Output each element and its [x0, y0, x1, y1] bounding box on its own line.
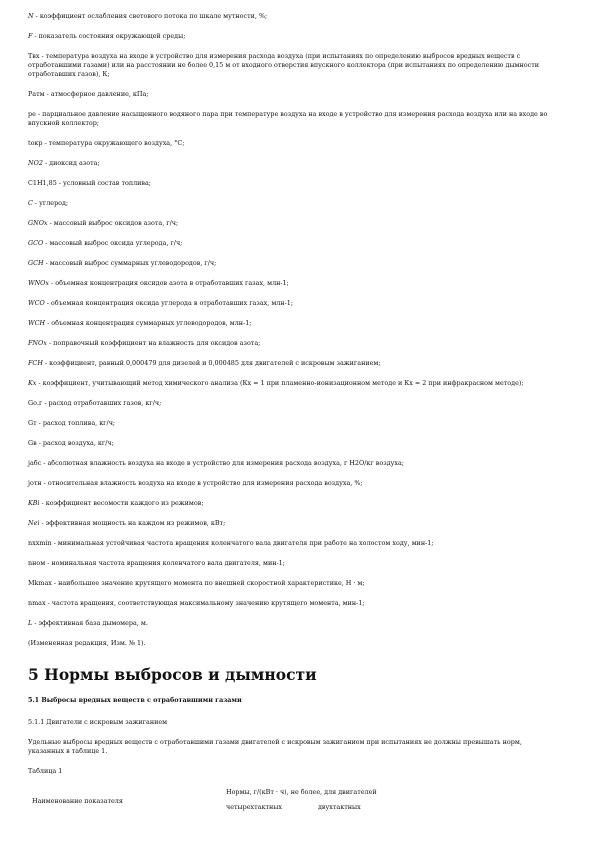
definition-text: Gт - расход топлива, кг/ч; [28, 419, 116, 427]
definition-item [28, 579, 558, 588]
subsubsection-heading: 5.1.1 Двигатели с искровым зажиганием [28, 718, 168, 726]
definition-item [28, 439, 558, 448]
definition-text: - массовый выброс суммарных углеводородов, г/ч; [43, 259, 217, 267]
definition-item [28, 519, 558, 528]
definition-symbol: L [28, 619, 33, 627]
definition-text: - коэффициент весомости каждого из режимов; [39, 499, 204, 507]
definition-symbol: GCO [28, 239, 44, 247]
definition-symbol: Nei [28, 519, 40, 527]
definition-item [28, 379, 558, 388]
definition-item [28, 399, 558, 408]
definition-text: - объемная концентрация оксидов азота в отработавших газах, млн-1; [49, 279, 289, 287]
definition-symbol: N [28, 12, 34, 20]
definition-item [28, 539, 558, 548]
definition-text: - коэффициент, учитывающий метод химического анализа (Кх = 1 при пламенно-ионизационном методе и Кх = 2 при инфракрасном методе); [36, 379, 524, 387]
definition-text: Gо.г - расход отработавших газов, кг/ч; [28, 399, 162, 407]
definition-item [28, 32, 558, 41]
definition-text: C1H1,85 - условный состав топлива; [28, 179, 151, 187]
definition-text: jотн - относительная влажность воздуха на входе в устройство для измерения расхода воздуха, %; [28, 479, 363, 487]
document-page [28, 12, 558, 826]
definition-symbol: WCH [28, 319, 46, 327]
definition-symbol: NO2 [28, 159, 43, 167]
definition-item [28, 179, 558, 188]
definition-text: jабс - абсолютная влажность воздуха на входе в устройство для измерения расхода воздуха, г Н2О/кг воздуха; [28, 459, 404, 467]
definition-text: - поправочный коэффициент на влажность для оксидов азота; [46, 339, 261, 347]
table-subheader-four-stroke: четырехтактных [226, 803, 282, 811]
definition-item [28, 139, 558, 148]
subsection-heading: 5.1 Выбросы вредных веществ с отработавшими газами [28, 696, 242, 704]
definition-symbol: FNOx [28, 339, 47, 347]
definition-symbol: F [28, 32, 33, 40]
definition-symbol: Kx [28, 379, 37, 387]
definition-item [28, 339, 558, 348]
definition-symbol: WNOx [28, 279, 50, 287]
definition-item [28, 199, 558, 208]
definition-item [28, 52, 558, 79]
table-subheader-two-stroke: двухтактных [318, 803, 361, 811]
definition-item [28, 299, 558, 308]
section-heading: 5 Нормы выбросов и дымности [28, 665, 317, 684]
definition-symbol: GNOx [28, 219, 48, 227]
definition-text: ре - парциальное давление насыщенного водяного пара при температуре воздуха на входе в устройство для измерения расхода воздуха или на входе во впускной коллектор; [28, 110, 548, 127]
definition-item [28, 419, 558, 428]
definitions-list [28, 12, 558, 648]
table-caption: Таблица 1 [28, 767, 63, 775]
definition-item [28, 319, 558, 328]
definition-item [28, 219, 558, 228]
definition-item [28, 559, 558, 568]
definition-item [28, 259, 558, 268]
definition-item [28, 599, 558, 608]
definition-text: nxxmin - минимальная устойчивая частота вращения коленчатого вала двигателя при работе на холостом ходу, мин-1; [28, 539, 434, 547]
definition-text: (Измененная редакция, Изм. № 1). [28, 639, 146, 647]
definition-item [28, 499, 558, 508]
definition-text: - объемная концентрация оксида углерода в отработавших газах, млн-1; [44, 299, 293, 307]
table-header-norms: Нормы, г/(кВт · ч), не более, для двигателей [226, 788, 377, 796]
definition-text: - массовый выброс оксидов азота, г/ч; [47, 219, 179, 227]
definition-text: - массовый выброс оксида углерода, г/ч; [43, 239, 183, 247]
table-1 [28, 786, 558, 826]
definition-item [28, 279, 558, 288]
definition-item [28, 90, 558, 99]
definition-text: - коэффициент ослабления светового потока по шкале мутности, %; [33, 12, 268, 20]
definition-symbol: KBi [28, 499, 40, 507]
definition-text: - углерод; [32, 199, 69, 207]
definition-text: nном - номинальная частота вращения коленчатого вала двигателя, мин-1; [28, 559, 285, 567]
definition-item [28, 159, 558, 168]
definition-item [28, 639, 558, 648]
definition-text: nmax - частота вращения, соответствующая максимальному значению крутящего момента, мин-1; [28, 599, 365, 607]
definition-text: Ратм - атмосферное давление, кПа; [28, 90, 149, 98]
definition-text: - коэффициент, равный 0,000479 для дизелей и 0,000485 для двигателей с искровым зажиганием; [42, 359, 381, 367]
definition-text: Gв - расход воздуха, кг/ч; [28, 439, 114, 447]
definition-text: - показатель состояния окружающей среды; [32, 32, 186, 40]
definition-text: tокр - температура окружающего воздуха, °С; [28, 139, 185, 147]
definition-item [28, 110, 558, 128]
definition-item [28, 459, 558, 468]
definition-item [28, 12, 558, 21]
definition-item [28, 479, 558, 488]
definition-text: Mkmax - наибольшее значение крутящего момента по внешней скоростной характеристике, Н · м; [28, 579, 365, 587]
definition-text: - эффективная мощность на каждом из режимов, кВт; [39, 519, 226, 527]
definition-text: - объемная концентрация суммарных углеводородов, млн-1; [45, 319, 252, 327]
definition-text: Твх - температура воздуха на входе в устройство для измерения расхода воздуха (при испытаниях по определению выбросов вредных веществ с отработавшими газами) или на расстоянии не более 0,15 м от входного отверстия впускного коллектора (при испытаниях по определению дымности отработавших газов), К; [28, 52, 539, 78]
definition-item [28, 239, 558, 248]
definition-symbol: C [28, 199, 33, 207]
definition-symbol: FCH [28, 359, 43, 367]
body-paragraph: Удельные выбросы вредных веществ с отработавшими газами двигателей с искровым зажиганием при испытаниях не должны превышать норм, указанных в таблице 1. [28, 738, 522, 755]
definition-item [28, 619, 558, 628]
definition-text: - эффективная база дымомера, м. [32, 619, 148, 627]
definition-symbol: GCH [28, 259, 44, 267]
definition-item [28, 359, 558, 368]
definition-text: - диоксид азота; [42, 159, 100, 167]
definition-symbol: WCO [28, 299, 45, 307]
table-header-indicator: Наименование показателя [32, 797, 123, 805]
